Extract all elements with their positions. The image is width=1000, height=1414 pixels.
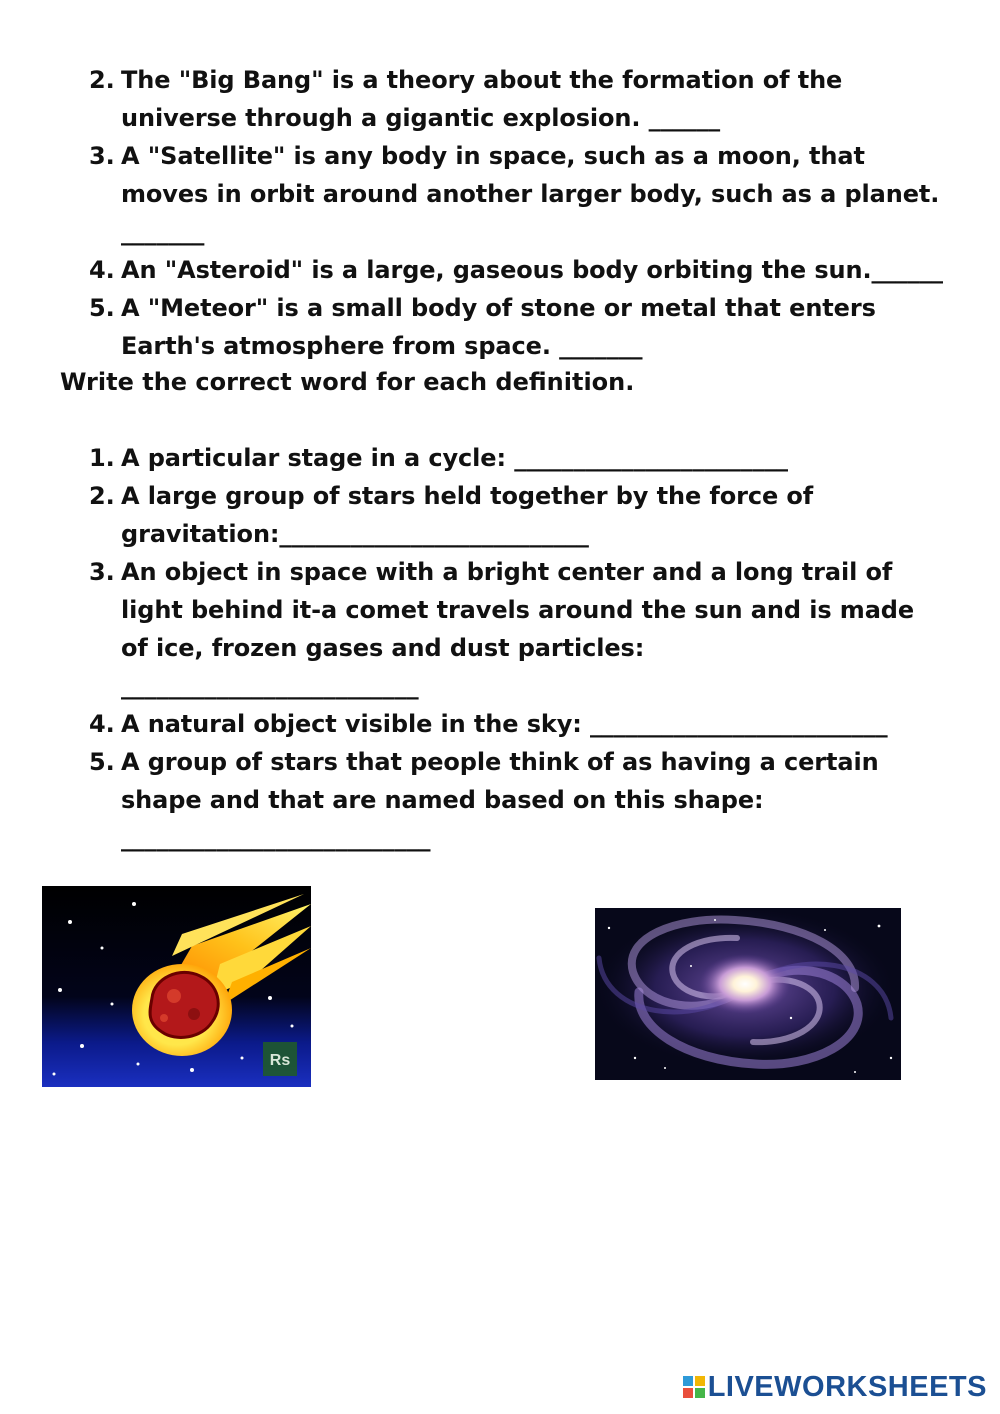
definitions-list bbox=[0, 439, 943, 857]
item-number: 5. bbox=[89, 748, 115, 776]
item-number: 3. bbox=[89, 558, 115, 586]
list-item bbox=[0, 289, 943, 365]
item-text: A group of stars that people think of as having a certain shape and that are named based on this shape: __________________________ bbox=[121, 748, 879, 852]
item-number: 5. bbox=[89, 294, 115, 322]
item-text: The "Big Bang" is a theory about the formation of the universe through a gigantic explosion. ______ bbox=[121, 66, 843, 132]
item-text: A natural object visible in the sky: _________________________ bbox=[121, 710, 888, 738]
list-item bbox=[0, 477, 943, 553]
list-item bbox=[0, 705, 943, 743]
item-number: 3. bbox=[89, 142, 115, 170]
item-number: 2. bbox=[89, 66, 115, 94]
item-number: 4. bbox=[89, 710, 115, 738]
item-text: A "Satellite" is any body in space, such as a moon, that moves in orbit around another larger body, such as a planet. _______ bbox=[121, 142, 940, 246]
list-item bbox=[0, 743, 943, 857]
item-text: An "Asteroid" is a large, gaseous body orbiting the sun.______ bbox=[121, 256, 943, 284]
list-item bbox=[0, 137, 943, 251]
item-text: A large group of stars held together by the force of gravitation:__________________________ bbox=[121, 482, 814, 548]
watermark-label: Rs bbox=[269, 1052, 291, 1069]
true-false-list bbox=[0, 61, 943, 365]
list-item bbox=[0, 439, 943, 477]
logo-icon bbox=[683, 1376, 705, 1398]
item-text: A particular stage in a cycle: _______________________ bbox=[121, 444, 788, 472]
item-text: A "Meteor" is a small body of stone or metal that enters Earth's atmosphere from space. _______ bbox=[121, 294, 876, 360]
list-item bbox=[0, 553, 943, 705]
item-number: 4. bbox=[89, 256, 115, 284]
instruction-heading: Write the correct word for each definition. bbox=[60, 368, 635, 396]
logo-text: LIVEWORKSHEETS bbox=[707, 1370, 987, 1403]
liveworksheets-logo bbox=[683, 1370, 987, 1404]
list-item bbox=[0, 61, 943, 137]
list-item bbox=[0, 251, 943, 289]
item-text: An object in space with a bright center and a long trail of light behind it-a comet travels around the sun and is made of ice, frozen gases and dust particles: _________________________ bbox=[121, 558, 915, 700]
item-number: 1. bbox=[89, 444, 115, 472]
galaxy-image bbox=[595, 908, 901, 1080]
item-number: 2. bbox=[89, 482, 115, 510]
comet-image bbox=[42, 886, 311, 1087]
